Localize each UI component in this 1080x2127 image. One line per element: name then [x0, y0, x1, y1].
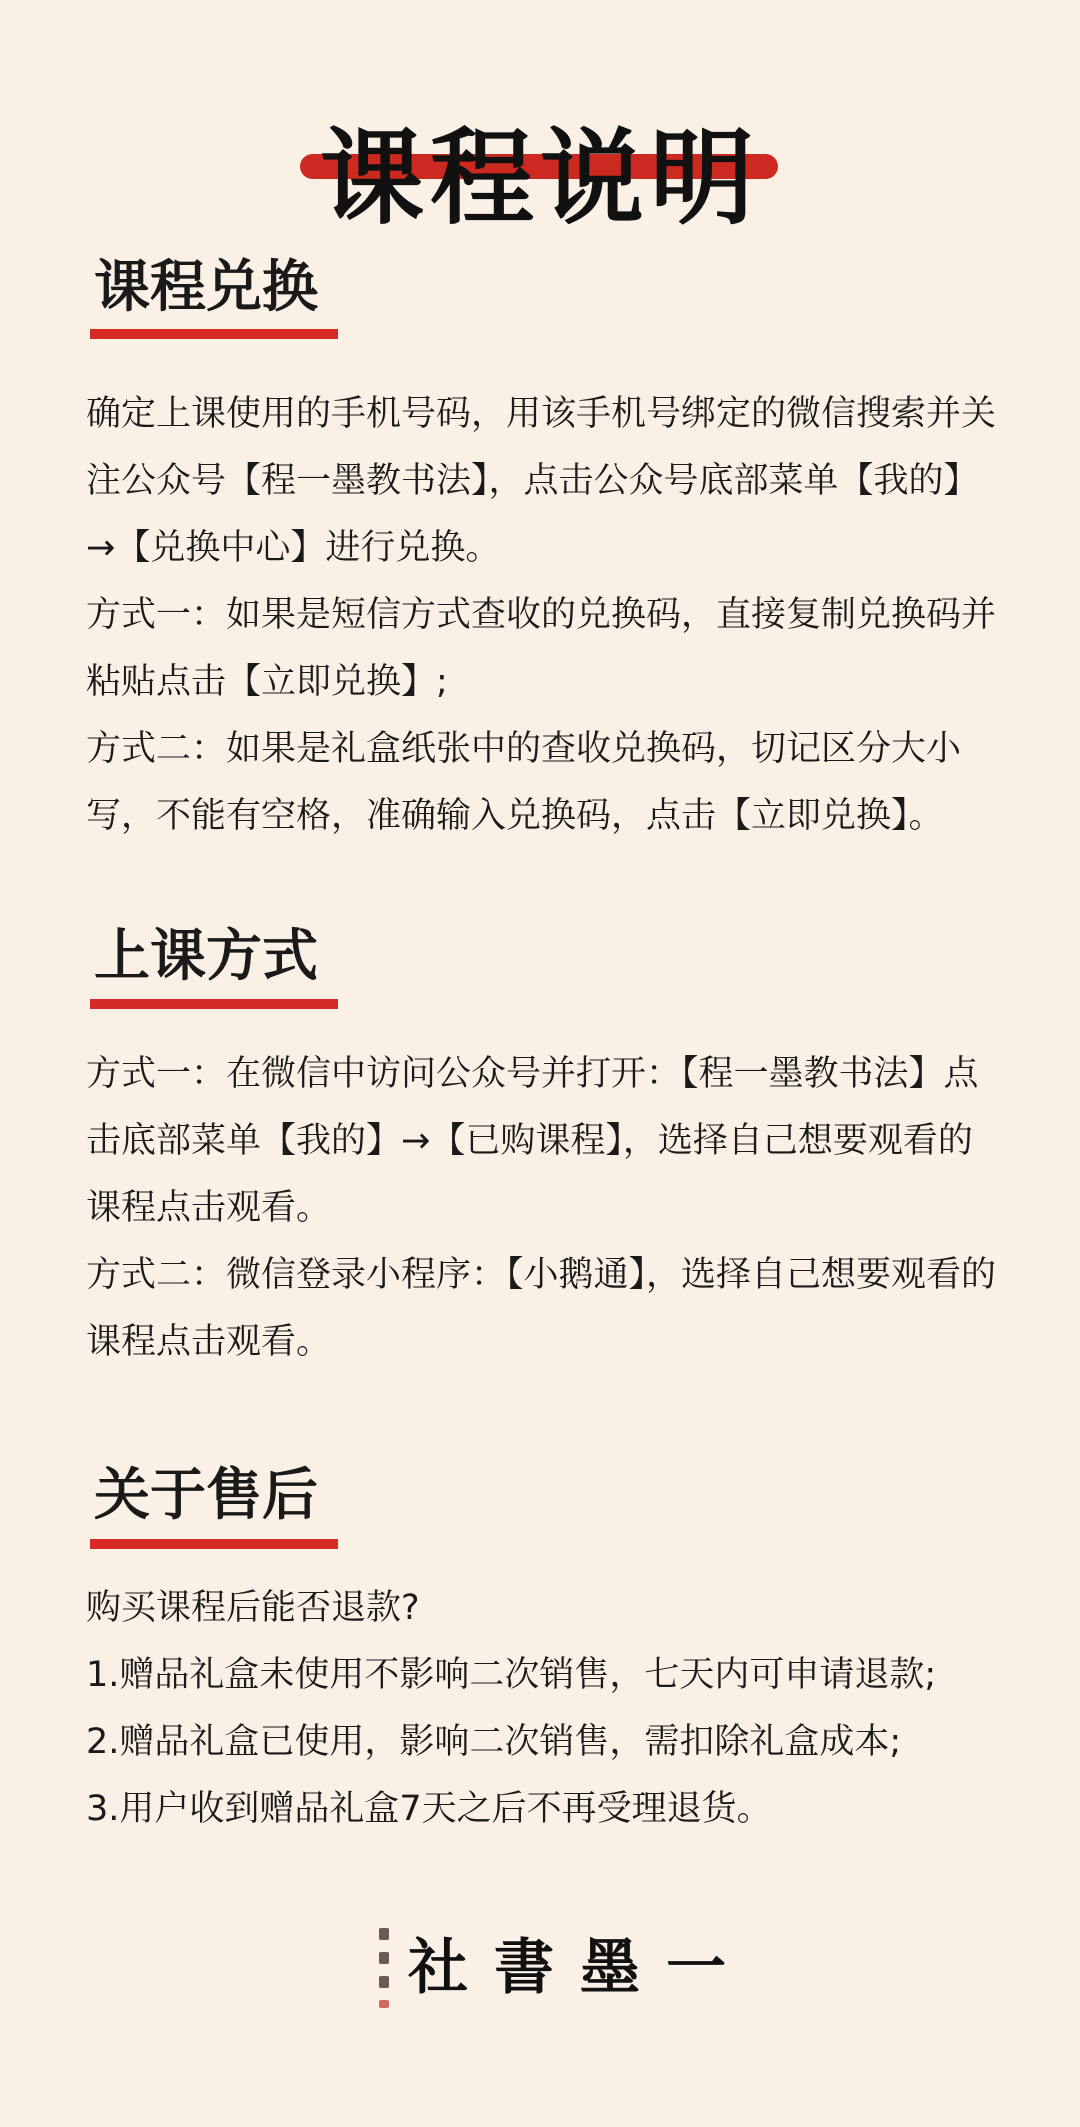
section-heading-after-sales: 关于售后	[94, 1463, 318, 1528]
section-heading-class-method: 上课方式	[94, 924, 318, 989]
paragraph: 方式二：如果是礼盒纸张中的查收兑换码，切记区分大小写，不能有空格，准确输入兑换码，点击【立即兑换】。	[86, 729, 962, 836]
paragraph: 2.赠品礼盒已使用，影响二次销售，需扣除礼盒成本;	[86, 1722, 902, 1762]
paragraph: 确定上课使用的手机号码，用该手机号绑定的微信搜索并关注公众号【程一墨教书法】，点击公众号底部菜单【我的】→【兑换中心】进行兑换。	[86, 394, 997, 568]
section-body-after-sales	[86, 1575, 1006, 1843]
paragraph: 3.用户收到赠品礼盒7天之后不再受理退货。	[86, 1789, 772, 1829]
seal-stamp-icon	[377, 1928, 391, 2008]
paragraph: 方式一：如果是短信方式查收的兑换码，直接复制兑换码并粘贴点击【立即兑换】;	[86, 595, 997, 702]
section-body-course-redeem	[86, 381, 1006, 850]
section-underline-bar	[90, 999, 338, 1009]
section-heading-course-redeem: 课程兑换	[94, 255, 318, 320]
section-body-class-method	[86, 1041, 1006, 1376]
paragraph: 1.赠品礼盒未使用不影响二次销售，七天内可申请退款;	[86, 1655, 937, 1695]
calligraphy-signature: 社書墨一	[408, 1933, 752, 2003]
footer-signature	[0, 1928, 1080, 2008]
paragraph: 方式一：在微信中访问公众号并打开：【程一墨教书法】点击底部菜单【我的】→【已购课程】，选择自己想要观看的课程点击观看。	[86, 1054, 979, 1228]
page-title: 课程说明	[319, 116, 760, 239]
paragraph: 购买课程后能否退款?	[86, 1588, 420, 1628]
section-underline-bar	[90, 329, 338, 339]
section-underline-bar	[90, 1539, 338, 1549]
paragraph: 方式二：微信登录小程序：【小鹅通】，选择自己想要观看的课程点击观看。	[86, 1255, 997, 1362]
